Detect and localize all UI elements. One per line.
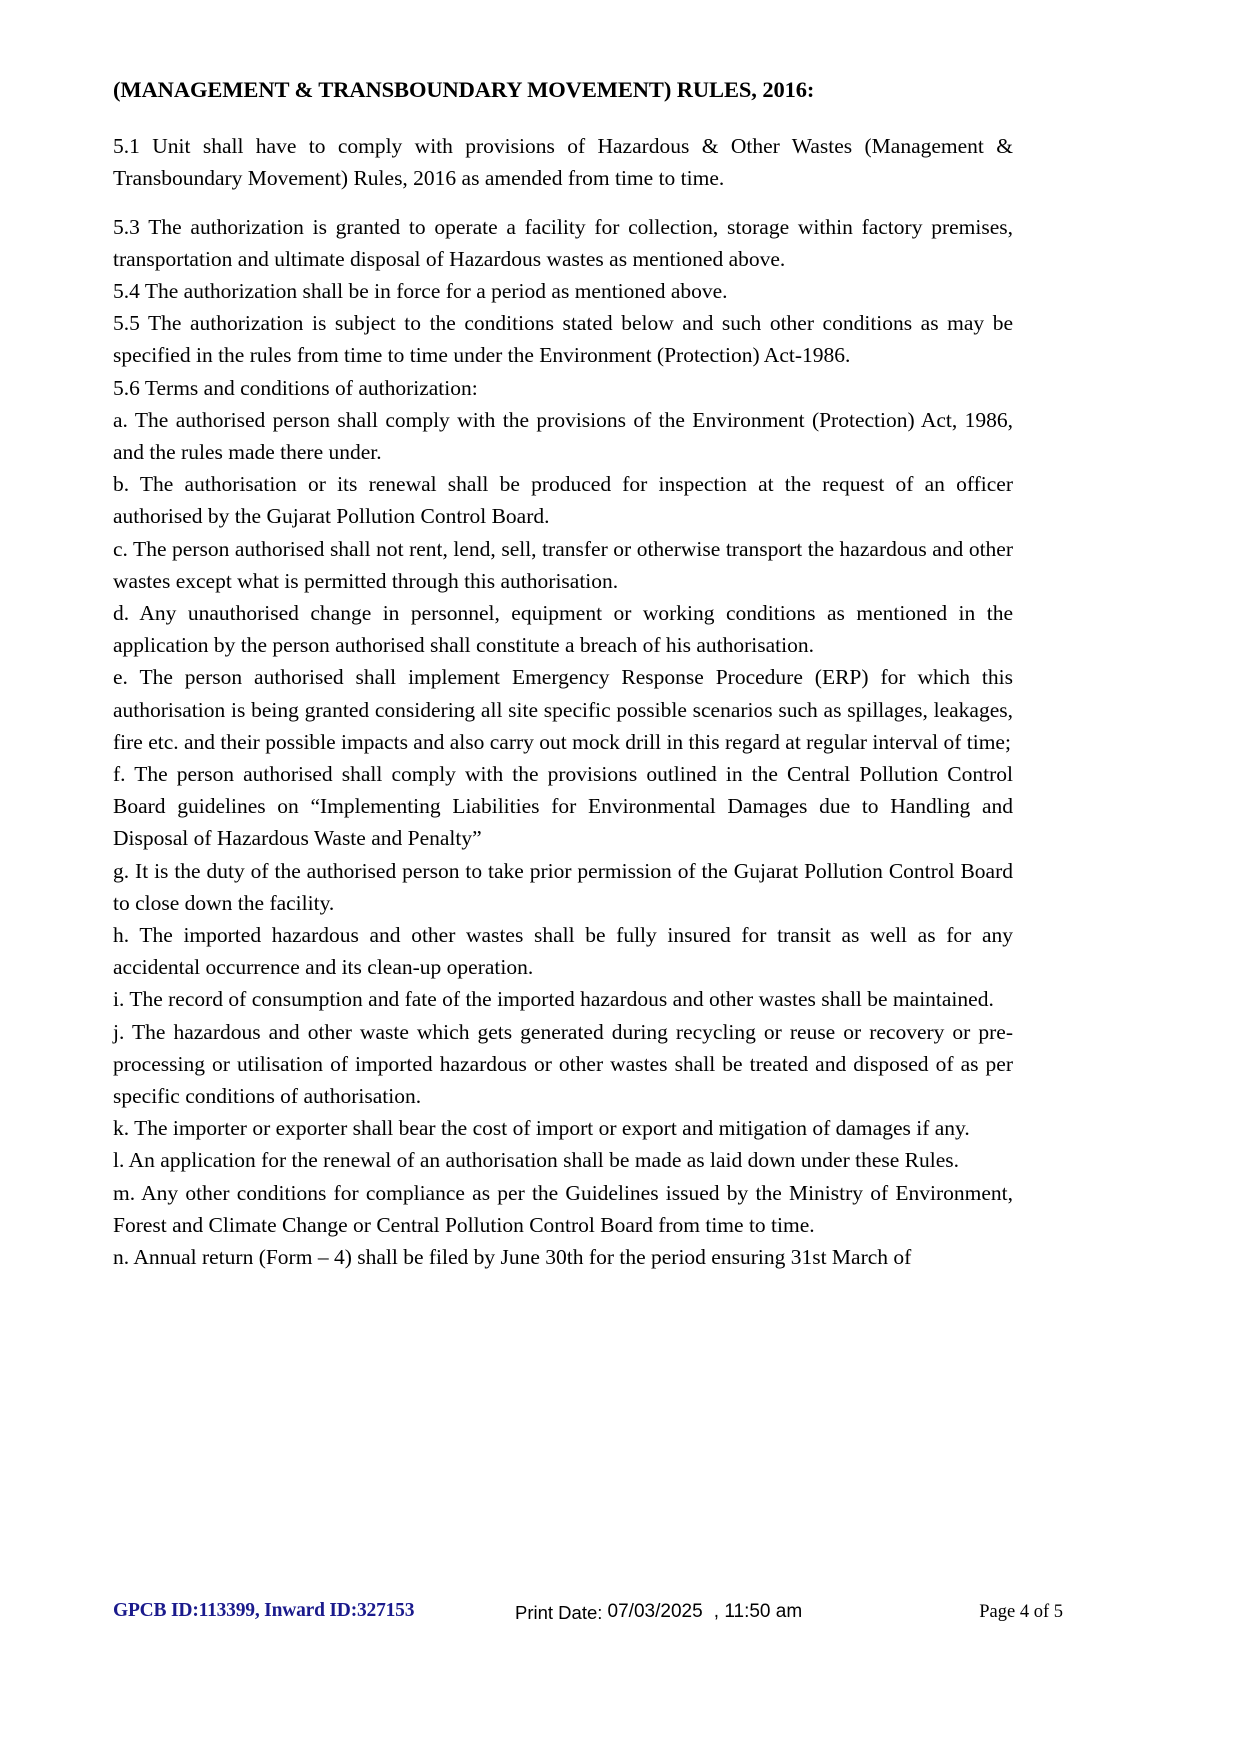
page-title: (MANAGEMENT & TRANSBOUNDARY MOVEMENT) RULES, 2016: [113, 77, 815, 102]
print-date-block [515, 1602, 802, 1625]
paragraph-clause-5-3: 5.3 The authorization is granted to operate a facility for collection, storage within factory premises, transportation and ultimate disposal of Hazardous wastes as mentioned above. [113, 214, 1013, 271]
paragraph-clause-5-1: 5.1 Unit shall have to comply with provisions of Hazardous & Other Wastes (Management & Transboundary Movement) Rules, 2016 as amended from time to time. [113, 134, 1013, 191]
paragraph-clause-i: i. The record of consumption and fate of the imported hazardous and other wastes shall be maintained. [113, 987, 994, 1012]
page-footer [113, 1600, 1133, 1634]
gpcb-id-label: GPCB ID:113399, Inward ID:327153 [113, 1600, 415, 1621]
print-time-value: , 11:50 am [713, 1601, 803, 1622]
document-body [113, 76, 1013, 1273]
paragraph-clause-5-6: 5.6 Terms and conditions of authorization: [113, 375, 478, 400]
paragraph-clause-5-5: 5.5 The authorization is subject to the conditions stated below and such other conditions as may be specified in the rules from time to time under the Environment (Protection) Act-1986. [113, 311, 1013, 368]
paragraph-clause-n: n. Annual return (Form – 4) shall be filed by June 30th for the period ensuring 31st March of [113, 1245, 912, 1270]
print-date-value: 07/03/2025 [607, 1601, 703, 1622]
paragraph-clause-f: f. The person authorised shall comply with the provisions outlined in the Central Pollution Control Board guidelines on “Implementing Liabilities for Environmental Damages due to Handling and Disposal of Hazardous Waste and Penalty” [113, 761, 1013, 851]
paragraph-clause-e: e. The person authorised shall implement Emergency Response Procedure (ERP) for which this authorisation is being granted considering all site specific possible scenarios such as spillages, leakages, fire etc. and their possible impacts and also carry out mock drill in this regard at regular interval of time; [113, 665, 1013, 754]
paragraph-clause-j: j. The hazardous and other waste which gets generated during recycling or reuse or recovery or pre-processing or utilisation of imported hazardous or other wastes shall be treated and disposed of as per specific conditions of authorisation. [113, 1019, 1013, 1109]
paragraph-clause-g: g. It is the duty of the authorised person to take prior permission of the Gujarat Pollution Control Board to close down the facility. [113, 858, 1013, 915]
paragraph-clause-l: l. An application for the renewal of an authorisation shall be made as laid down under these Rules. [113, 1148, 960, 1173]
paragraph-clause-d: d. Any unauthorised change in personnel, equipment or working conditions as mentioned in the application by the person authorised shall constitute a breach of his authorisation. [113, 600, 1013, 658]
paragraph-clause-m: m. Any other conditions for compliance as per the Guidelines issued by the Ministry of Environment, Forest and Climate Change or Central Pollution Control Board from time to time. [113, 1180, 1013, 1237]
paragraph-clause-b: b. The authorisation or its renewal shall be produced for inspection at the request of an officer authorised by the Gujarat Pollution Control Board. [113, 472, 1013, 529]
print-date-label: Print Date: [515, 1602, 603, 1623]
page-number: Page 4 of 5 [979, 1602, 1063, 1622]
paragraph-clause-k: k. The importer or exporter shall bear the cost of import or export and mitigation of damages if any. [113, 1116, 970, 1141]
paragraph-clause-h: h. The imported hazardous and other wastes shall be fully insured for transit as well as for any accidental occurrence and its clean-up operation. [113, 923, 1013, 980]
paragraph-clause-5-4: 5.4 The authorization shall be in force for a period as mentioned above. [113, 278, 728, 303]
paragraph-clause-a: a. The authorised person shall comply with the provisions of the Environment (Protection) Act, 1986, and the rules made there under. [113, 407, 1013, 464]
paragraph-clause-c: c. The person authorised shall not rent, lend, sell, transfer or otherwise transport the hazardous and other wastes except what is permitted through this authorisation. [113, 536, 1013, 593]
